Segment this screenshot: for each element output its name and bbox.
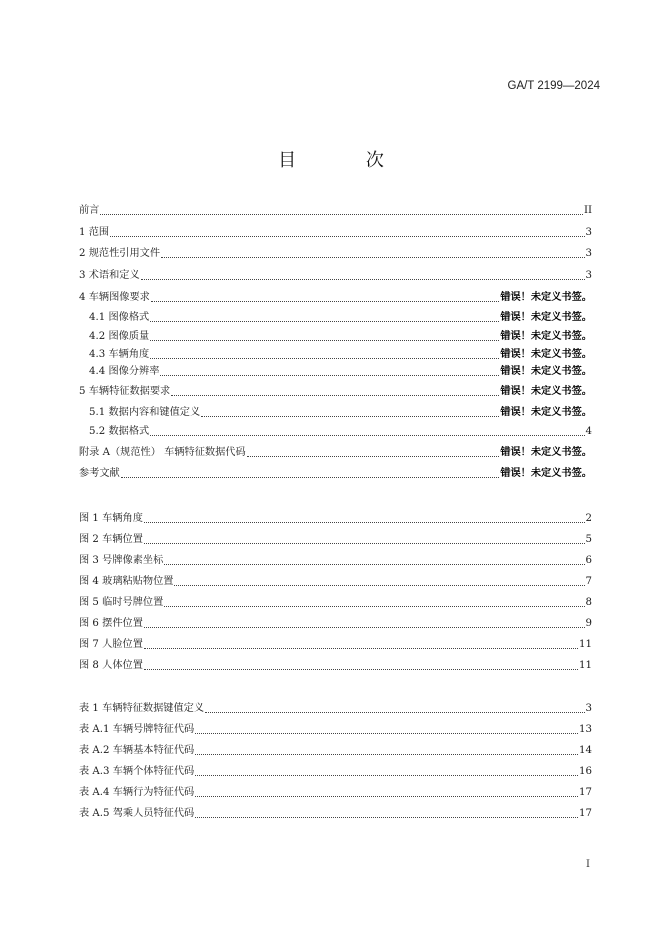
figure-entry[interactable]: [79, 613, 592, 631]
toc-entry[interactable]: [79, 200, 592, 218]
entry-label: 表 A.4 车辆行为特征代码: [79, 787, 195, 798]
toc-entry[interactable]: [79, 381, 592, 399]
dot-leader: [150, 340, 499, 341]
entry-label: 2 规范性引用文件: [79, 248, 161, 259]
entry-label: 参考文献: [79, 468, 120, 479]
entry-label: 4.2 图像质量: [89, 331, 150, 342]
entry-label: 表 A.5 驾乘人员特征代码: [79, 808, 195, 819]
table-entry[interactable]: [79, 761, 592, 779]
entry-page-number: 5: [585, 534, 592, 545]
dot-leader: [201, 416, 499, 417]
toc-entry[interactable]: [79, 463, 592, 481]
figure-entry[interactable]: [79, 508, 592, 526]
toc-entry[interactable]: [79, 442, 592, 460]
entry-page-number: 2: [585, 513, 592, 524]
entry-label: 图 3 号牌像素坐标: [79, 555, 164, 566]
entry-label: 图 2 车辆位置: [79, 534, 143, 545]
entry-label: 图 8 人体位置: [79, 660, 143, 671]
entry-label: 4 车辆图像要求: [79, 292, 150, 303]
table-entry[interactable]: [79, 803, 592, 821]
dot-leader: [195, 796, 578, 797]
dot-leader: [100, 214, 583, 215]
table-entry[interactable]: [79, 698, 592, 716]
dot-leader: [141, 279, 585, 280]
dot-leader: [164, 606, 584, 607]
entry-label: 表 A.1 车辆号牌特征代码: [79, 724, 195, 735]
entry-page-number: 3: [585, 703, 592, 714]
entry-page-number: 7: [585, 576, 592, 587]
figure-entry[interactable]: [79, 592, 592, 610]
entry-label: 图 1 车辆角度: [79, 513, 143, 524]
bookmark-error: 错误！未定义书签。: [500, 407, 592, 418]
dot-leader: [195, 817, 578, 818]
dot-leader: [205, 712, 584, 713]
entry-label: 前言: [79, 205, 100, 216]
table-entry[interactable]: [79, 740, 592, 758]
dot-leader: [150, 435, 584, 436]
dot-leader: [171, 395, 499, 396]
toc-entry[interactable]: [89, 307, 592, 325]
entry-label: 图 4 玻璃粘贴物位置: [79, 576, 174, 587]
dot-leader: [164, 564, 584, 565]
entry-label: 1 范围: [79, 227, 110, 238]
toc-entry[interactable]: [79, 222, 592, 240]
page-number: I: [586, 859, 590, 870]
entry-label: 5 车辆特征数据要求: [79, 386, 171, 397]
dot-leader: [195, 775, 578, 776]
toc-entry[interactable]: [89, 361, 592, 379]
entry-label: 5.1 数据内容和键值定义: [89, 407, 201, 418]
entry-label: 4.3 车辆角度: [89, 349, 150, 360]
dot-leader: [121, 477, 500, 478]
entry-page-number: 16: [579, 766, 592, 777]
toc-entry[interactable]: [89, 421, 592, 439]
dot-leader: [144, 627, 585, 628]
entry-label: 4.4 图像分辨率: [89, 366, 160, 377]
entry-label: 图 5 临时号牌位置: [79, 597, 164, 608]
entry-label: 图 7 人脸位置: [79, 639, 143, 650]
dot-leader: [195, 754, 578, 755]
dot-leader: [144, 543, 585, 544]
dot-leader: [160, 375, 499, 376]
figure-entry[interactable]: [79, 550, 592, 568]
entry-page-number: 4: [585, 426, 592, 437]
entry-page-number: 14: [579, 745, 592, 756]
entry-page-number: 17: [579, 787, 592, 798]
entry-page-number: II: [583, 205, 592, 216]
table-entry[interactable]: [79, 719, 592, 737]
figure-entry[interactable]: [79, 529, 592, 547]
dot-leader: [144, 669, 578, 670]
dot-leader: [174, 585, 584, 586]
bookmark-error: 错误！未定义书签。: [500, 447, 592, 458]
entry-label: 4.1 图像格式: [89, 312, 150, 323]
entry-page-number: 13: [579, 724, 592, 735]
entry-page-number: 3: [585, 248, 592, 259]
toc-entry[interactable]: [89, 344, 592, 362]
toc-entry[interactable]: [79, 243, 592, 261]
bookmark-error: 错误！未定义书签。: [500, 366, 592, 377]
entry-label: 3 术语和定义: [79, 270, 140, 281]
entry-page-number: 8: [585, 597, 592, 608]
dot-leader: [144, 648, 578, 649]
dot-leader: [195, 733, 578, 734]
bookmark-error: 错误！未定义书签。: [500, 292, 592, 303]
standard-code: GA/T 2199—2024: [507, 80, 600, 92]
bookmark-error: 错误！未定义书签。: [500, 349, 592, 360]
entry-page-number: 11: [579, 639, 592, 650]
figure-entry[interactable]: [79, 634, 592, 652]
dot-leader: [150, 358, 499, 359]
dot-leader: [161, 257, 584, 258]
entry-page-number: 6: [585, 555, 592, 566]
figure-entry[interactable]: [79, 571, 592, 589]
entry-label: 图 6 摆件位置: [79, 618, 143, 629]
entry-label: 表 A.3 车辆个体特征代码: [79, 766, 195, 777]
dot-leader: [247, 456, 500, 457]
entry-page-number: 9: [585, 618, 592, 629]
entry-label: 附录 A（规范性） 车辆特征数据代码: [79, 447, 246, 458]
entry-label: 表 A.2 车辆基本特征代码: [79, 745, 195, 756]
entry-label: 5.2 数据格式: [89, 426, 150, 437]
entry-page-number: 3: [585, 270, 592, 281]
bookmark-error: 错误！未定义书签。: [500, 386, 592, 397]
bookmark-error: 错误！未定义书签。: [500, 312, 592, 323]
dot-leader: [151, 301, 499, 302]
bookmark-error: 错误！未定义书签。: [500, 331, 592, 342]
table-entry[interactable]: [79, 782, 592, 800]
figure-entry[interactable]: [79, 655, 592, 673]
entry-label: 表 1 车辆特征数据键值定义: [79, 703, 205, 714]
toc-entry[interactable]: [89, 326, 592, 344]
entry-page-number: 11: [579, 660, 592, 671]
entry-page-number: 17: [579, 808, 592, 819]
dot-leader: [144, 522, 585, 523]
dot-leader: [150, 321, 499, 322]
toc-entry[interactable]: [79, 265, 592, 283]
bookmark-error: 错误！未定义书签。: [500, 468, 592, 479]
toc-entry[interactable]: [89, 402, 592, 420]
page-title: 目 次: [278, 150, 416, 171]
entry-page-number: 3: [585, 227, 592, 238]
toc-entry[interactable]: [79, 287, 592, 305]
dot-leader: [110, 236, 584, 237]
